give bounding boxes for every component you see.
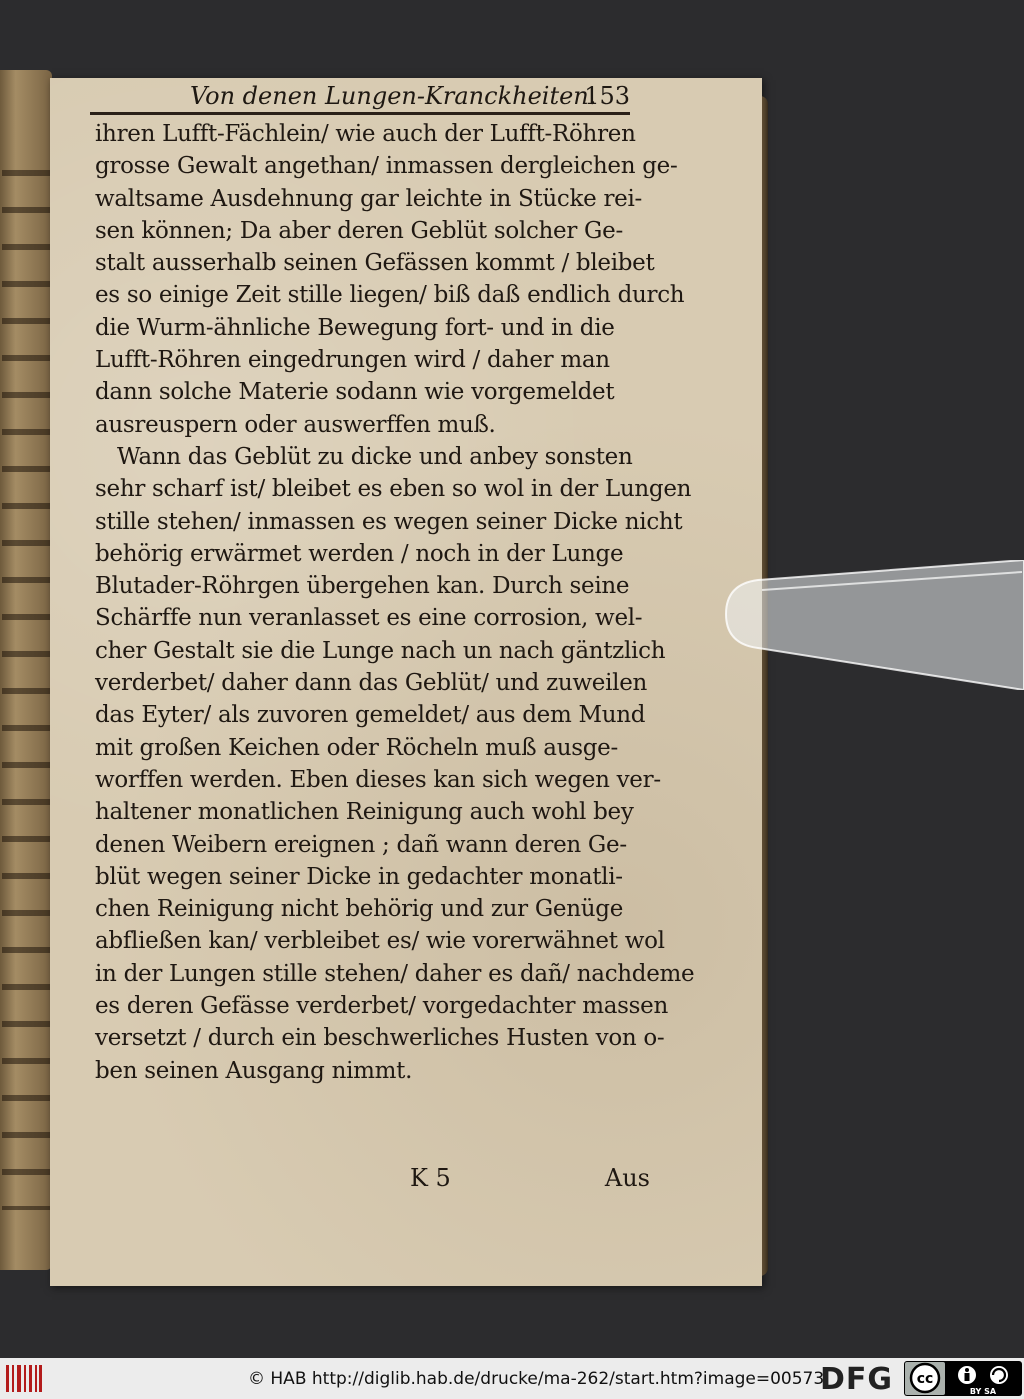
text-line: verderbet/ daher dann das Geblüt/ und zuweilen — [95, 670, 648, 697]
running-head-title: Von denen Lungen-Kranckheiten. — [190, 82, 597, 110]
text-line: dann solche Materie sodann wie vorgemeldet — [95, 379, 615, 406]
library-barcode-icon — [4, 1362, 44, 1395]
text-line: versetzt / durch ein beschwerliches Husten von o- — [95, 1025, 665, 1052]
text-line: mit großen Keichen oder Röcheln muß ausge- — [95, 734, 618, 761]
page-footer — [410, 1164, 650, 1198]
running-head — [140, 78, 630, 112]
license-label: BY SA — [969, 1387, 997, 1396]
text-line: Wann das Geblüt zu dicke und anbey sonsten — [117, 443, 633, 470]
text-line: es deren Gefässe verderbet/ vorgedachter massen — [95, 993, 669, 1020]
text-line: das Eyter/ als zuvoren gemeldet/ aus dem Mund — [95, 702, 646, 729]
credit-bar — [0, 1358, 1024, 1399]
text-line: haltener monatlichen Reinigung auch wohl bey — [95, 799, 634, 826]
text-line: sehr scharf ist/ bleibet es eben so wol in der Lungen — [95, 476, 692, 503]
text-line: worffen werden. Eben dieses kan sich wegen ver- — [95, 766, 661, 793]
text-line: stille stehen/ inmassen es wegen seiner Dicke nicht — [95, 508, 683, 535]
text-line: grosse Gewalt angethan/ inmassen dergleichen ge- — [95, 153, 678, 180]
facing-page-edge — [0, 70, 52, 1270]
text-line: blüt wegen seiner Dicke in gedachter monatli- — [95, 863, 623, 890]
text-line: chen Reinigung nicht behörig und zur Genüge — [95, 896, 624, 923]
text-line: denen Weibern ereignen ; dañ wann deren Ge- — [95, 831, 627, 858]
text-line: die Wurm-ähnliche Bewegung fort- und in die — [95, 314, 615, 341]
dfg-logo: DFG — [820, 1362, 894, 1397]
text-line: waltsame Ausdehnung gar leichte in Stücke rei- — [95, 185, 642, 212]
creative-commons-icon[interactable] — [904, 1361, 1022, 1396]
body-text — [95, 118, 695, 1087]
text-line: es so einige Zeit stille liegen/ biß daß endlich durch — [95, 282, 685, 309]
text-line: stalt ausserhalb seinen Gefässen kommt / bleibet — [95, 250, 655, 277]
text-line: in der Lungen stille stehen/ daher es dañ/ nachdeme — [95, 960, 695, 987]
text-line: Lufft-Röhren eingedrungen wird / daher man — [95, 347, 610, 374]
text-line: ben seinen Ausgang nimmt. — [95, 1057, 413, 1084]
text-line: abfließen kan/ verbleibet es/ wie vorerwähnet wol — [95, 928, 665, 955]
catchword: Aus — [604, 1164, 650, 1192]
credit-text[interactable]: © HAB http://diglib.hab.de/drucke/ma-262/start.htm?image=00573 — [248, 1369, 825, 1389]
text-line: cher Gestalt sie die Lunge nach un nach gäntzlich — [95, 637, 666, 664]
text-line: Schärffe nun veranlasset es eine corrosion, wel- — [95, 605, 643, 632]
page-holder-clip — [722, 560, 1024, 690]
text-line: behörig erwärmet werden / noch in der Lunge — [95, 540, 624, 567]
signature-mark: K 5 — [410, 1164, 451, 1192]
page-number: 153 — [584, 82, 630, 110]
text-line: Blutader-Röhrgen übergehen kan. Durch seine — [95, 573, 630, 600]
header-rule — [90, 112, 630, 115]
text-line: ausreuspern oder auswerffen muß. — [95, 411, 496, 438]
text-line: sen können; Da aber deren Geblüt solcher Ge- — [95, 217, 623, 244]
svg-text:cc: cc — [916, 1371, 934, 1387]
text-line: ihren Lufft-Fächlein/ wie auch der Lufft-Röhren — [95, 121, 636, 147]
